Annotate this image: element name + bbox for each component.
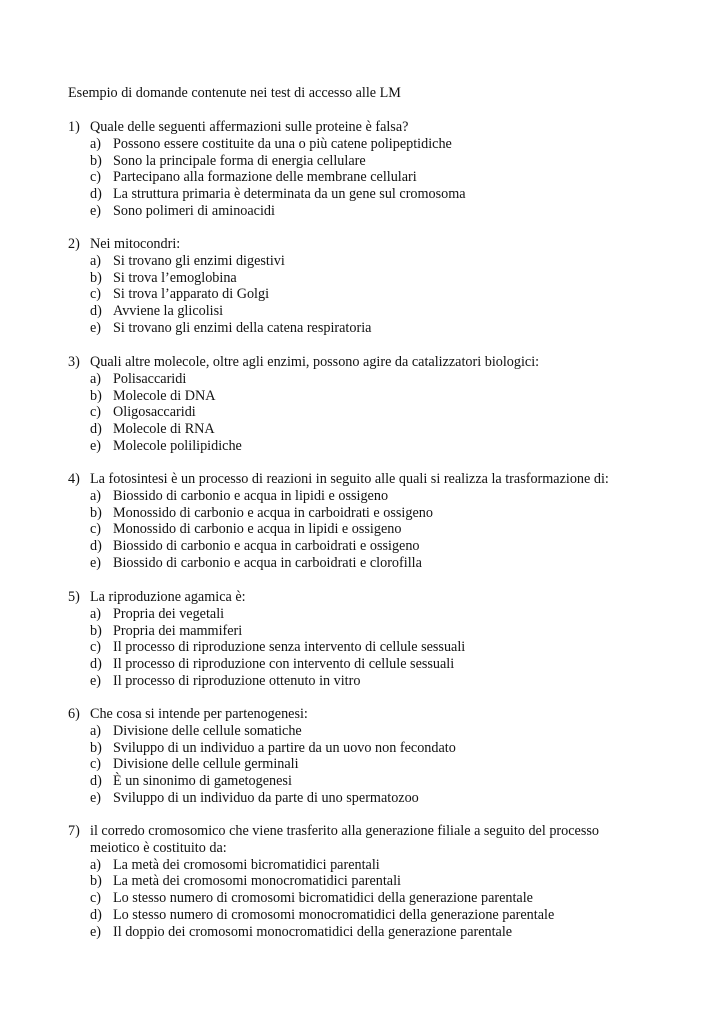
option-text: Sono la principale forma di energia cellulare — [113, 152, 366, 169]
option-text: Monossido di carbonio e acqua in lipidi e ossigeno — [113, 521, 402, 538]
option-text: Polisaccaridi — [113, 370, 187, 387]
answer-options — [68, 723, 668, 807]
answer-option-c — [68, 169, 668, 186]
option-letter: b) — [90, 504, 102, 521]
option-letter: a) — [90, 135, 102, 152]
option-letter: e) — [90, 672, 102, 689]
answer-option-c — [68, 404, 668, 421]
option-letter: e) — [90, 554, 102, 571]
answer-option-a — [68, 723, 668, 740]
option-text: Possono essere costituite da una o più catene polipeptidiche — [113, 135, 452, 152]
option-text: Avviene la glicolisi — [113, 303, 224, 320]
question-text — [90, 119, 668, 136]
answer-option-d — [68, 773, 668, 790]
question-number: 6) — [68, 706, 80, 722]
option-text: Biossido di carbonio e acqua in carboidrati e ossigeno — [113, 538, 420, 555]
answer-option-e — [68, 320, 668, 337]
option-letter: a) — [90, 722, 102, 739]
option-letter: d) — [90, 656, 102, 673]
question-number: 4) — [68, 471, 80, 487]
question-4 — [68, 471, 668, 572]
answer-option-c — [68, 890, 668, 907]
option-text: Divisione delle cellule somatiche — [113, 722, 302, 739]
answer-option-e — [68, 438, 668, 455]
answer-option-a — [68, 253, 668, 270]
question-number: 1) — [68, 119, 80, 135]
option-text: È un sinonimo di gametogenesi — [113, 773, 292, 790]
answer-option-d — [68, 907, 668, 924]
option-letter: b) — [90, 622, 102, 639]
option-text: Molecole di DNA — [113, 387, 216, 404]
answer-option-e — [68, 555, 668, 572]
option-text: Si trova l’apparato di Golgi — [113, 286, 270, 303]
question-2 — [68, 236, 668, 337]
answer-option-e — [68, 673, 668, 690]
question-text-line: meiotico è costituito da: — [90, 839, 227, 856]
option-letter: e) — [90, 202, 102, 219]
question-stem — [68, 236, 668, 253]
answer-options — [68, 136, 668, 220]
question-text — [90, 236, 668, 253]
option-letter: a) — [90, 370, 102, 387]
option-letter: b) — [90, 387, 102, 404]
question-text-line: La fotosintesi è un processo di reazioni in seguito alle quali si realizza la trasformazione di: — [90, 471, 609, 487]
answer-option-d — [68, 656, 668, 673]
option-letter: e) — [90, 319, 102, 336]
option-letter: e) — [90, 923, 102, 940]
answer-options — [68, 253, 668, 337]
question-stem — [68, 471, 668, 488]
answer-option-b — [68, 505, 668, 522]
question-text — [90, 354, 668, 371]
option-text: Molecole polilipidiche — [113, 437, 242, 454]
option-letter: a) — [90, 487, 102, 504]
option-letter: c) — [90, 756, 102, 773]
question-text — [90, 589, 668, 606]
answer-option-b — [68, 270, 668, 287]
option-letter: d) — [90, 421, 102, 438]
option-letter: e) — [90, 437, 102, 454]
answer-options — [68, 606, 668, 690]
option-letter: c) — [90, 521, 102, 538]
answer-option-d — [68, 303, 668, 320]
question-6 — [68, 706, 668, 807]
option-text: Sviluppo di un individuo da parte di uno spermatozoo — [113, 789, 419, 806]
option-text: Si trova l’emoglobina — [113, 269, 237, 286]
question-text-line: Nei mitocondri: — [90, 236, 181, 252]
option-text: La struttura primaria è determinata da un gene sul cromosoma — [113, 186, 466, 203]
question-stem — [68, 706, 668, 723]
option-text: Si trovano gli enzimi della catena respiratoria — [113, 319, 372, 336]
option-text: Biossido di carbonio e acqua in lipidi e ossigeno — [113, 487, 389, 504]
answer-option-a — [68, 857, 668, 874]
answer-option-a — [68, 371, 668, 388]
option-letter: c) — [90, 286, 102, 303]
answer-option-b — [68, 623, 668, 640]
option-letter: d) — [90, 906, 102, 923]
answer-option-b — [68, 388, 668, 405]
option-text: Propria dei vegetali — [113, 605, 225, 622]
answer-option-c — [68, 639, 668, 656]
question-text-line: La riproduzione agamica è: — [90, 589, 246, 605]
question-text-line: Quale delle seguenti affermazioni sulle proteine è falsa? — [90, 119, 409, 135]
option-text: Lo stesso numero di cromosomi monocromatidici della generazione parentale — [113, 906, 555, 923]
question-number: 7) — [68, 823, 80, 839]
option-text: Oligosaccaridi — [113, 404, 196, 421]
answer-option-d — [68, 186, 668, 203]
answer-option-a — [68, 606, 668, 623]
option-text: Divisione delle cellule germinali — [113, 756, 299, 773]
question-number: 3) — [68, 354, 80, 370]
answer-option-d — [68, 421, 668, 438]
option-text: Il processo di riproduzione ottenuto in vitro — [113, 672, 361, 689]
question-stem — [68, 589, 668, 606]
option-text: Propria dei mammiferi — [113, 622, 243, 639]
option-text: Il doppio dei cromosomi monocromatidici della generazione parentale — [113, 923, 513, 940]
answer-option-e — [68, 203, 668, 220]
option-text: Biossido di carbonio e acqua in carboidrati e clorofilla — [113, 554, 422, 571]
document-title: Esempio di domande contenute nei test di accesso alle LM — [68, 85, 401, 101]
question-text-line: il corredo cromosomico che viene trasferito alla generazione filiale a seguito del processo — [90, 823, 599, 839]
option-text: La metà dei cromosomi bicromatidici parentali — [113, 856, 380, 873]
answer-options — [68, 488, 668, 572]
option-letter: c) — [90, 890, 102, 907]
question-text — [90, 823, 668, 857]
answer-option-c — [68, 756, 668, 773]
option-text: Il processo di riproduzione con intervento di cellule sessuali — [113, 656, 455, 673]
question-text-line: Che cosa si intende per partenogenesi: — [90, 706, 308, 722]
option-text: Sviluppo di un individuo a partire da un uovo non fecondato — [113, 739, 456, 756]
option-text: Lo stesso numero di cromosomi bicromatidici della generazione parentale — [113, 890, 533, 907]
answer-options — [68, 371, 668, 455]
option-letter: b) — [90, 269, 102, 286]
answer-option-c — [68, 286, 668, 303]
option-text: Si trovano gli enzimi digestivi — [113, 252, 285, 269]
answer-option-b — [68, 153, 668, 170]
question-text — [90, 471, 668, 488]
question-number: 2) — [68, 236, 80, 252]
option-text: La metà dei cromosomi monocromatidici parentali — [113, 873, 401, 890]
question-stem — [68, 119, 668, 136]
answer-option-e — [68, 790, 668, 807]
question-stem — [68, 823, 668, 857]
option-letter: c) — [90, 639, 102, 656]
option-letter: d) — [90, 303, 102, 320]
option-letter: a) — [90, 856, 102, 873]
answer-options — [68, 857, 668, 941]
question-stem — [68, 354, 668, 371]
option-text: Sono polimeri di aminoacidi — [113, 202, 275, 219]
option-text: Monossido di carbonio e acqua in carboidrati e ossigeno — [113, 504, 433, 521]
option-letter: c) — [90, 404, 102, 421]
option-text: Molecole di RNA — [113, 421, 215, 438]
question-1 — [68, 119, 668, 220]
answer-option-c — [68, 521, 668, 538]
answer-option-a — [68, 488, 668, 505]
question-number: 5) — [68, 589, 80, 605]
answer-option-e — [68, 924, 668, 941]
answer-option-b — [68, 740, 668, 757]
option-letter: d) — [90, 773, 102, 790]
option-letter: e) — [90, 789, 102, 806]
option-letter: b) — [90, 152, 102, 169]
question-text-line: Quali altre molecole, oltre agli enzimi, possono agire da catalizzatori biologici: — [90, 354, 540, 370]
option-letter: b) — [90, 739, 102, 756]
option-letter: b) — [90, 873, 102, 890]
answer-option-d — [68, 538, 668, 555]
option-text: Il processo di riproduzione senza intervento di cellule sessuali — [113, 639, 466, 656]
question-5 — [68, 589, 668, 690]
option-letter: c) — [90, 169, 102, 186]
question-text — [90, 706, 668, 723]
question-3 — [68, 354, 668, 455]
option-text: Partecipano alla formazione delle membrane cellulari — [113, 169, 417, 186]
answer-option-b — [68, 873, 668, 890]
question-7 — [68, 823, 668, 941]
option-letter: d) — [90, 186, 102, 203]
answer-option-a — [68, 136, 668, 153]
option-letter: d) — [90, 538, 102, 555]
option-letter: a) — [90, 605, 102, 622]
option-letter: a) — [90, 252, 102, 269]
